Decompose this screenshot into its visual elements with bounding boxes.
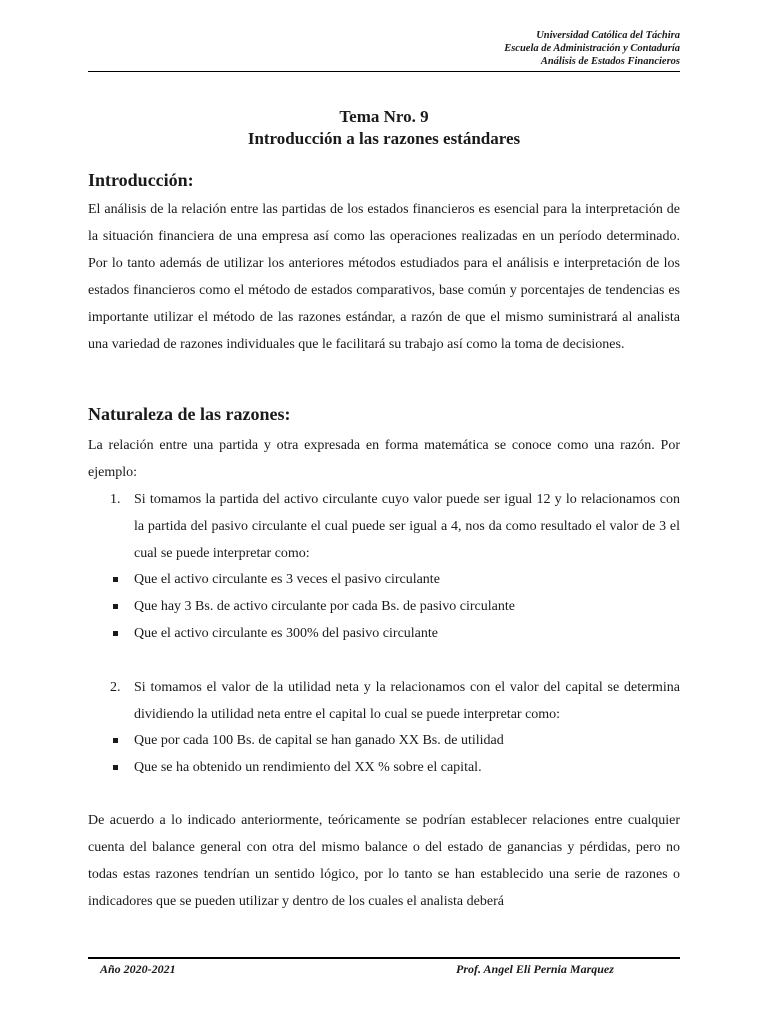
list-item-text: Si tomamos el valor de la utilidad neta y la relacionamos con el valor del capital se determina dividiendo la utilidad neta entre el capital lo cual se puede interpretar como: xyxy=(134,680,680,722)
intro-paragraph: El análisis de la relación entre las partidas de los estados financieros es esencial para la interpretación de la situación financiera de una empresa así como las operaciones realizadas en un período determinado. Por lo tanto además de utilizar los anteriores métodos estudiados para el análisis e interpretación de los estados financieros como el método de estados comparativos, base común y porcentajes de tendencias es importante utilizar el método de las razones estándar, a razón de que el mismo suministrará al analista una variedad de razones individuales que le facilitará su trabajo así como la toma de decisiones. xyxy=(88,202,680,352)
bullet-text: Que se ha obtenido un rendimiento del XX % sobre el capital. xyxy=(134,760,482,775)
list-item-2 xyxy=(110,674,680,728)
bullet-item xyxy=(113,727,673,754)
header-university: Universidad Católica del Táchira xyxy=(536,30,680,41)
list-item-text: Si tomamos la partida del activo circulante cuyo valor puede ser igual 12 y lo relacionamos con la partida del pasivo circulante el cual puede ser igual a 4, nos da como resultado el valor de 3 el cual se puede interpretar como: xyxy=(134,492,680,561)
document-title xyxy=(88,106,680,150)
title-topic-name: Introducción a las razones estándares xyxy=(247,129,521,148)
header-rule xyxy=(88,71,680,72)
list-item-number: 1. xyxy=(110,492,121,507)
square-bullet-icon xyxy=(113,738,118,743)
bullet-text: Que el activo circulante es 300% del pasivo circulante xyxy=(134,626,438,641)
list-item-1 xyxy=(110,486,680,567)
header-school: Escuela de Administración y Contaduría xyxy=(504,43,680,54)
square-bullet-icon xyxy=(113,577,118,582)
naturaleza-paragraph: La relación entre una partida y otra expresada en forma matemática se conoce como una razón. Por ejemplo: xyxy=(88,438,680,480)
page-header xyxy=(120,29,680,68)
footer-rule xyxy=(88,957,680,959)
square-bullet-icon xyxy=(113,765,118,770)
title-topic-number: Tema Nro. 9 xyxy=(339,107,429,126)
bullet-text: Que el activo circulante es 3 veces el pasivo circulante xyxy=(134,572,440,587)
header-course: Análisis de Estados Financieros xyxy=(540,56,680,67)
bullet-text: Que por cada 100 Bs. de capital se han ganado XX Bs. de utilidad xyxy=(134,733,504,748)
footer-author: Prof. Angel Eli Pernia Marquez xyxy=(456,962,614,976)
list-item-number: 2. xyxy=(110,680,121,695)
intro-heading: Introducción: xyxy=(88,170,194,190)
bullet-item xyxy=(113,620,673,647)
square-bullet-icon xyxy=(113,631,118,636)
bullet-item xyxy=(113,566,673,593)
bullet-item xyxy=(113,593,673,620)
square-bullet-icon xyxy=(113,604,118,609)
bullet-item xyxy=(113,754,673,781)
bullet-text: Que hay 3 Bs. de activo circulante por cada Bs. de pasivo circulante xyxy=(134,599,515,614)
footer-year: Año 2020-2021 xyxy=(100,962,176,976)
naturaleza-heading: Naturaleza de las razones: xyxy=(88,404,291,424)
closing-paragraph: De acuerdo a lo indicado anteriormente, teóricamente se podrían establecer relaciones entre cualquier cuenta del balance general con otra del mismo balance o del estado de ganancias y pérdidas, pero no todas estas razones tendrían un sentido lógico, por lo tanto se han establecido una serie de razones o indicadores que se pueden utilizar y dentro de los cuales el analista deberá xyxy=(88,813,680,909)
